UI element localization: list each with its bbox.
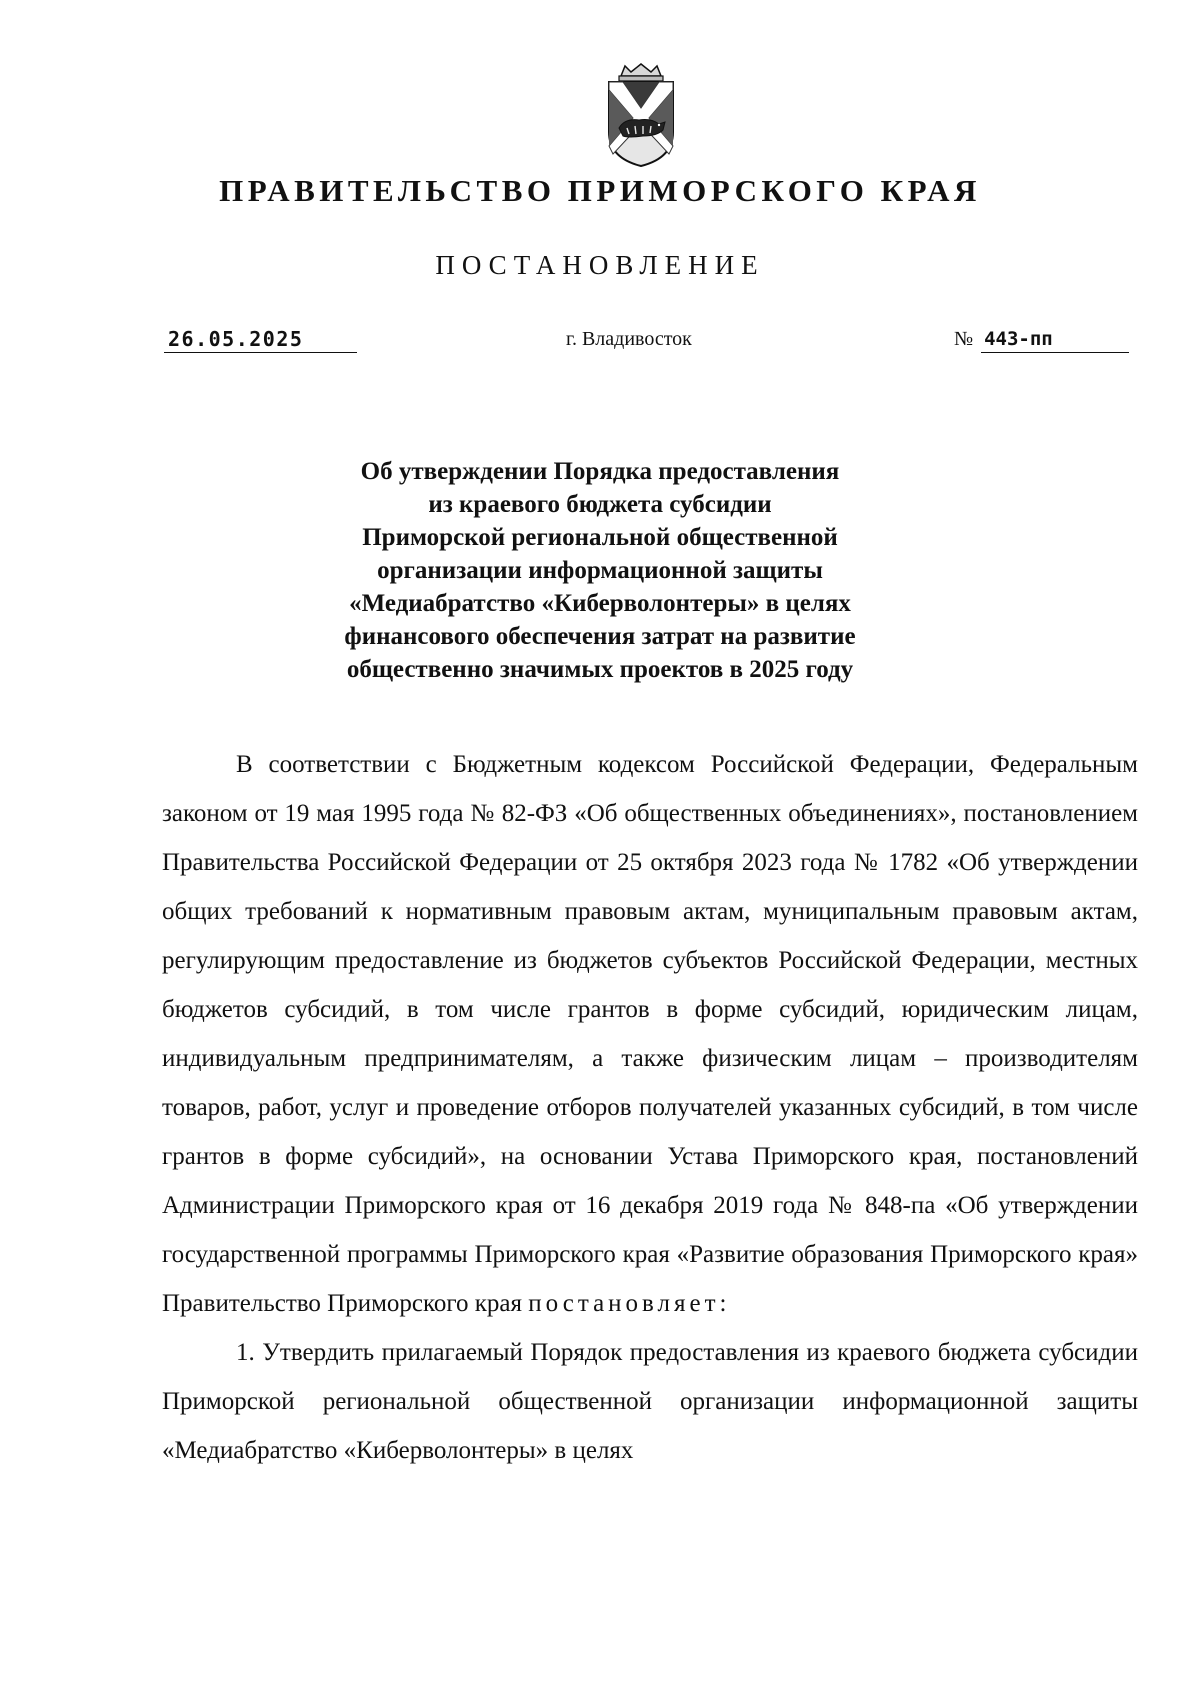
document-number: 443-пп xyxy=(981,326,1129,353)
org-title: ПРАВИТЕЛЬСТВО ПРИМОРСКОГО КРАЯ xyxy=(219,173,981,208)
heading-line: Об утверждении Порядка предоставления xyxy=(360,458,840,485)
heading-line: «Медиабратство «Киберволонтеры» в целях xyxy=(349,590,851,617)
resolves-word: постановляет: xyxy=(528,1290,731,1317)
number-sign: № xyxy=(954,328,974,350)
document-date: 26.05.2025 xyxy=(164,326,357,353)
item-1-paragraph: 1. Утвердить прилагаемый Порядок предоставления из краевого бюджета субсидии Приморской региональной общественной организации информационной защиты «Медиабратство «Киберволонтеры» в целях xyxy=(162,1339,1138,1464)
document-number-line xyxy=(954,326,1129,353)
heading-line: финансового обеспечения затрат на развитие xyxy=(344,623,856,650)
primorsky-krai-coat-of-arms-icon xyxy=(599,62,683,170)
document-body xyxy=(162,740,1138,1475)
heading-line: общественно значимых проектов в 2025 году xyxy=(346,656,854,683)
document-type: ПОСТАНОВЛЕНИЕ xyxy=(435,250,765,280)
preamble-paragraph xyxy=(162,740,1138,1328)
heading-line: из краевого бюджета субсидии xyxy=(428,491,772,518)
document-heading xyxy=(200,455,1000,686)
heading-line: организации информационной защиты xyxy=(377,557,823,584)
document-city: г. Владивосток xyxy=(566,328,692,350)
preamble-text: В соответствии с Бюджетным кодексом Российской Федерации, Федеральным законом от 19 мая 1995 года № 82-ФЗ «Об общественных объединениях», постановлением Правительства Российской Федерации от 25 октября 2023 года № 1782 «Об утверждении общих требований к нормативным правовым актам, муниципальным правовым актам, регулирующим предоставление из бюджетов субъектов Российской Федерации, местных бюджетов субсидий, в том числе грантов в форме субсидий, юридическим лицам, индивидуальным предпринимателям, а также физическим лицам – производителям товаров, работ, услуг и проведение отборов получателей указанных субсидий, в том числе грантов в форме субсидий», на основании Устава Приморского края, постановлений Администрации Приморского края от 16 декабря 2019 года № 848-па «Об утверждении государственной программы Приморского края «Развитие образования Приморского края» Правительство Приморского края xyxy=(162,751,1138,1317)
heading-line: Приморской региональной общественной xyxy=(362,524,838,551)
